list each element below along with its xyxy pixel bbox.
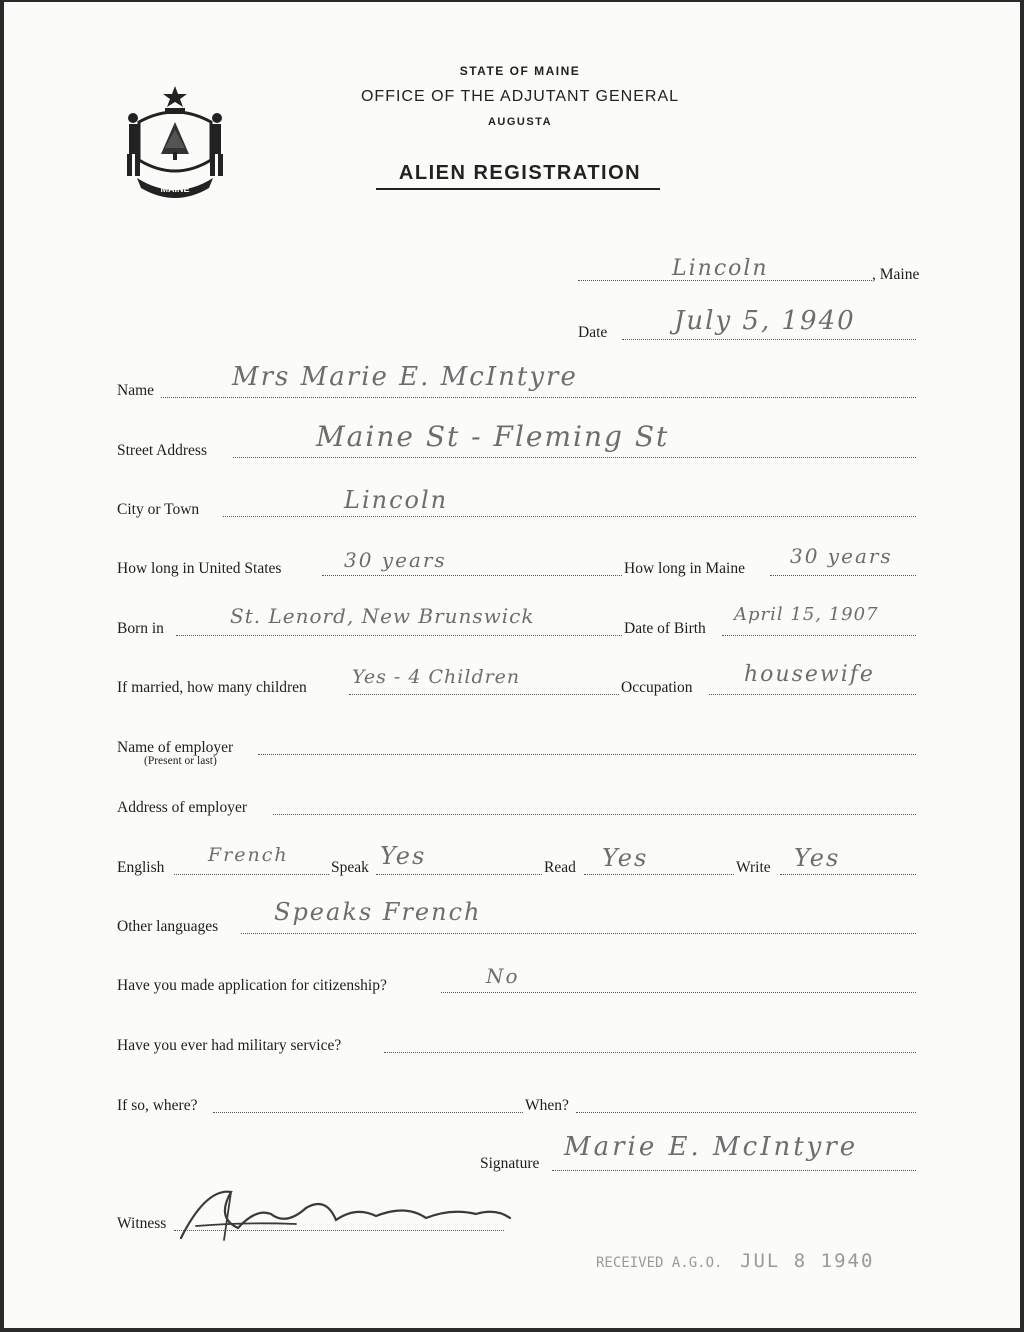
town-suffix-label: , Maine [872,266,920,283]
military-dotted-line [384,1052,916,1053]
witness-signature-scribble [176,1178,516,1248]
citizenship-dotted-line [441,992,916,993]
maine-duration-dotted-line [770,575,916,576]
registration-form-page [4,2,1020,1328]
military-label: Have you ever had military service? [117,1037,342,1054]
where-dotted-line [213,1112,523,1113]
write-value: Yes [794,844,841,872]
born-value: St. Lenord, New Brunswick [230,604,535,628]
city-value: Lincoln [344,486,449,514]
employer-label: Name of employer [117,739,234,756]
where-label: If so, where? [117,1097,198,1114]
name-value: Mrs Marie E. McIntyre [232,362,578,392]
form-title: ALIEN REGISTRATION [398,162,642,184]
name-label: Name [117,382,155,399]
write-dotted-line [780,874,916,875]
speak-label: Speak [331,859,369,876]
witness-label: Witness [117,1215,167,1232]
born-label: Born in [117,620,164,637]
maine-duration-label: How long in Maine [624,560,745,577]
street-value: Maine St - Fleming St [316,420,670,453]
when-label: When? [525,1097,569,1114]
date-label: Date [578,324,608,341]
title-underline [376,188,660,190]
dob-dotted-line [722,635,916,636]
seal-banner-text: MAINE [160,184,190,194]
street-label: Street Address [117,442,207,459]
english-label: English [117,859,165,876]
occupation-label: Occupation [621,679,693,696]
signature-label: Signature [480,1155,540,1172]
speak-value: Yes [380,842,427,870]
header-city: AUGUSTA [487,116,553,128]
date-dotted-line [622,339,916,340]
married-value: Yes - 4 Children [352,666,521,688]
occupation-dotted-line [709,694,916,695]
other-languages-dotted-line [241,933,916,934]
signature-value: Marie E. McIntyre [564,1132,859,1162]
maine-duration-value: 30 years [790,544,893,568]
read-dotted-line [584,874,734,875]
read-value: Yes [602,844,649,872]
dob-label: Date of Birth [624,620,706,637]
other-languages-label: Other languages [117,918,219,935]
occupation-value: housewife [744,662,875,687]
signature-dotted-line [552,1170,916,1171]
english-value: French [208,844,289,866]
employer-sub-label: (Present or last) [144,755,217,767]
english-dotted-line [174,874,329,875]
born-dotted-line [176,635,622,636]
city-label: City or Town [117,501,200,518]
header-state: STATE OF MAINE [459,64,581,78]
street-dotted-line [233,457,916,458]
header-office: OFFICE OF THE ADJUTANT GENERAL [360,88,680,105]
citizenship-label: Have you made application for citizenship? [117,977,387,994]
received-stamp-label: RECEIVED A.G.O. [596,1255,723,1271]
speak-dotted-line [376,874,542,875]
date-value: July 5, 1940 [674,306,856,336]
other-languages-value: Speaks French [274,898,482,926]
town-value: Lincoln [672,256,769,281]
city-dotted-line [223,516,916,517]
citizenship-value: No [486,964,520,988]
name-dotted-line [161,397,916,398]
married-dotted-line [349,694,619,695]
us-duration-label: How long in United States [117,560,282,577]
married-label: If married, how many children [117,679,307,696]
employer-address-dotted-line [273,814,916,815]
dob-value: April 15, 1907 [734,604,879,625]
us-duration-dotted-line [322,575,622,576]
write-label: Write [736,859,771,876]
employer-address-label: Address of employer [117,799,247,816]
read-label: Read [544,859,576,876]
received-stamp-date: JUL 8 1940 [740,1250,875,1272]
when-dotted-line [576,1112,916,1113]
employer-dotted-line [258,754,916,755]
us-duration-value: 30 years [344,548,447,572]
